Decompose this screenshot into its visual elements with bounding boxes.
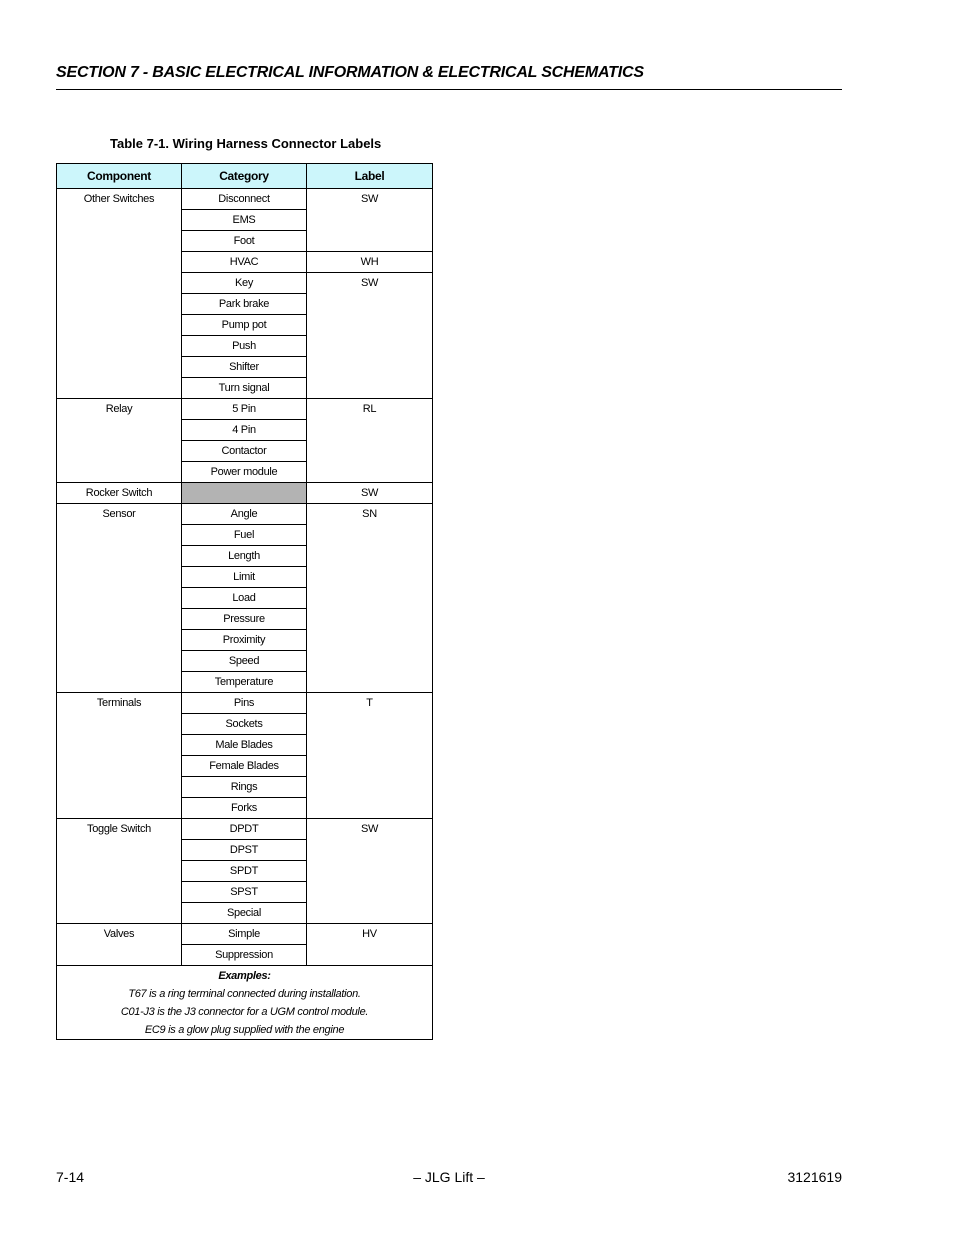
category-cell: Power module bbox=[182, 462, 307, 483]
category-cell: Simple bbox=[182, 924, 307, 945]
category-cell: Pump pot bbox=[182, 315, 307, 336]
section-rule bbox=[56, 89, 842, 90]
page-number: 7-14 bbox=[56, 1169, 85, 1185]
label-cell: WH bbox=[307, 252, 433, 273]
component-cell: Relay bbox=[57, 399, 182, 483]
examples-cell bbox=[57, 966, 433, 1040]
table-caption: Table 7-1. Wiring Harness Connector Labels bbox=[110, 136, 382, 151]
category-cell: Contactor bbox=[182, 441, 307, 462]
category-cell: Special bbox=[182, 903, 307, 924]
example-line: C01-J3 is the J3 connector for a UGM control module. bbox=[120, 1006, 369, 1018]
category-cell: EMS bbox=[182, 210, 307, 231]
category-cell: SPST bbox=[182, 882, 307, 903]
category-cell: Male Blades bbox=[182, 735, 307, 756]
category-cell: 5 Pin bbox=[182, 399, 307, 420]
label-cell: SW bbox=[307, 483, 433, 504]
label-cell: SN bbox=[307, 504, 433, 693]
category-cell: Speed bbox=[182, 651, 307, 672]
example-line: EC9 is a glow plug supplied with the engine bbox=[144, 1024, 345, 1036]
component-cell: Sensor bbox=[57, 504, 182, 693]
category-cell: 4 Pin bbox=[182, 420, 307, 441]
component-cell: Valves bbox=[57, 924, 182, 966]
category-cell: Load bbox=[182, 588, 307, 609]
component-cell: Terminals bbox=[57, 693, 182, 819]
category-cell: SPDT bbox=[182, 861, 307, 882]
label-cell: SW bbox=[307, 819, 433, 924]
table-row bbox=[57, 924, 433, 945]
column-header: Component bbox=[57, 164, 182, 189]
category-cell: Pressure bbox=[182, 609, 307, 630]
examples-title: Examples: bbox=[218, 970, 271, 982]
category-cell: DPDT bbox=[182, 819, 307, 840]
category-cell: Sockets bbox=[182, 714, 307, 735]
table-row bbox=[57, 504, 433, 525]
category-cell: Turn signal bbox=[182, 378, 307, 399]
category-cell: Female Blades bbox=[182, 756, 307, 777]
label-cell: HV bbox=[307, 924, 433, 966]
section-title: SECTION 7 - BASIC ELECTRICAL INFORMATION & ELECTRICAL SCHEMATICS bbox=[56, 64, 644, 81]
label-cell: RL bbox=[307, 399, 433, 483]
category-cell: Limit bbox=[182, 567, 307, 588]
category-cell: Key bbox=[182, 273, 307, 294]
example-line: T67 is a ring terminal connected during installation. bbox=[128, 988, 361, 1000]
label-cell: SW bbox=[307, 189, 433, 252]
column-header: Category bbox=[182, 164, 307, 189]
table-header-row bbox=[57, 164, 433, 189]
document-number: 3121619 bbox=[787, 1169, 842, 1185]
category-cell: Temperature bbox=[182, 672, 307, 693]
wiring-harness-table bbox=[56, 163, 433, 1040]
category-cell: Forks bbox=[182, 798, 307, 819]
table-row bbox=[57, 693, 433, 714]
examples-row bbox=[57, 966, 433, 1040]
category-cell: Fuel bbox=[182, 525, 307, 546]
footer-publisher: – JLG Lift – bbox=[413, 1169, 485, 1185]
category-cell: Rings bbox=[182, 777, 307, 798]
category-cell: Angle bbox=[182, 504, 307, 525]
table-row bbox=[57, 483, 433, 504]
category-cell-empty bbox=[182, 483, 307, 504]
column-header: Label bbox=[307, 164, 433, 189]
category-cell: Foot bbox=[182, 231, 307, 252]
label-cell: SW bbox=[307, 273, 433, 399]
category-cell: Park brake bbox=[182, 294, 307, 315]
table-row bbox=[57, 189, 433, 210]
category-cell: Proximity bbox=[182, 630, 307, 651]
table-row bbox=[57, 819, 433, 840]
table-row bbox=[57, 399, 433, 420]
category-cell: Length bbox=[182, 546, 307, 567]
label-cell: T bbox=[307, 693, 433, 819]
category-cell: Disconnect bbox=[182, 189, 307, 210]
component-cell: Rocker Switch bbox=[57, 483, 182, 504]
category-cell: HVAC bbox=[182, 252, 307, 273]
component-cell: Toggle Switch bbox=[57, 819, 182, 924]
category-cell: DPST bbox=[182, 840, 307, 861]
category-cell: Suppression bbox=[182, 945, 307, 966]
category-cell: Shifter bbox=[182, 357, 307, 378]
category-cell: Push bbox=[182, 336, 307, 357]
component-cell: Other Switches bbox=[57, 189, 182, 399]
category-cell: Pins bbox=[182, 693, 307, 714]
